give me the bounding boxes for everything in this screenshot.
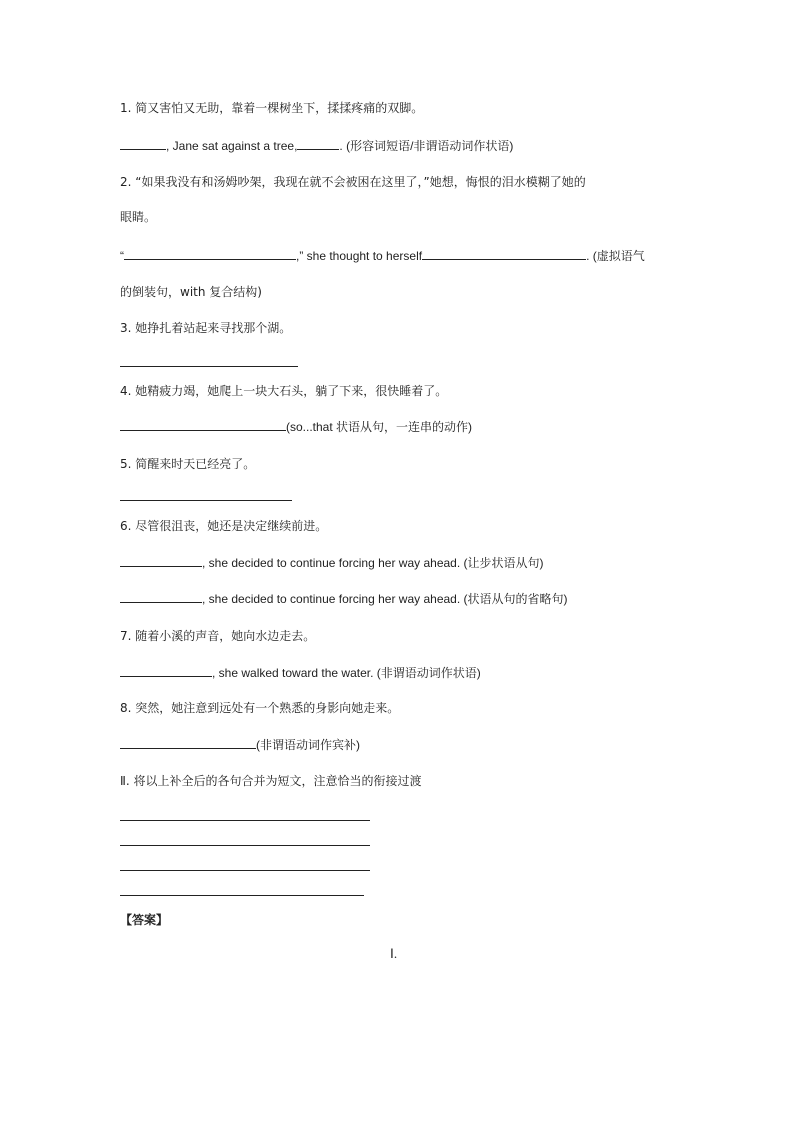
q7-english-line: , she walked toward the water. (非谓语动词作状语) xyxy=(120,665,481,681)
answer-section-1: Ⅰ. xyxy=(390,946,398,961)
q1-blank-2[interactable] xyxy=(297,139,339,150)
essay-line-3[interactable] xyxy=(120,870,370,871)
q2-chinese-b: 眼睛。 xyxy=(120,210,157,224)
q5-chinese: 5. 简醒来时天已经亮了。 xyxy=(120,457,256,471)
q8-english-line: (非谓语动词作宾补) xyxy=(120,737,360,753)
q2-blank-2[interactable] xyxy=(422,249,586,260)
q5-answer-line[interactable] xyxy=(120,500,292,501)
q2-hint-cont: 的倒装句，with 复合结构) xyxy=(120,285,262,299)
q6-blank-a[interactable] xyxy=(120,556,202,567)
q1-blank-1[interactable] xyxy=(120,139,166,150)
q4-chinese: 4. 她精疲力竭，她爬上一块大石头，躺了下来，很快睡着了。 xyxy=(120,384,448,398)
q6-line-b: , she decided to continue forcing her way ahead. (状语从句的省略句) xyxy=(120,591,568,607)
q1-english-line: , Jane sat against a tree, . (形容词短语/非谓语动词作状语) xyxy=(120,138,513,154)
q6-chinese: 6. 尽管很沮丧，她还是决定继续前进。 xyxy=(120,519,328,533)
essay-line-1[interactable] xyxy=(120,820,370,821)
q3-chinese: 3. 她挣扎着站起来寻找那个湖。 xyxy=(120,321,292,335)
q4-blank[interactable] xyxy=(120,420,286,431)
q3-answer-line[interactable] xyxy=(120,366,298,367)
q8-chinese: 8. 突然，她注意到远处有一个熟悉的身影向她走来。 xyxy=(120,701,400,715)
answer-label: 【答案】 xyxy=(120,913,169,927)
q6-line-a: , she decided to continue forcing her way ahead. (让步状语从句) xyxy=(120,555,544,571)
essay-line-2[interactable] xyxy=(120,845,370,846)
q7-chinese: 7. 随着小溪的声音，她向水边走去。 xyxy=(120,629,316,643)
q8-blank[interactable] xyxy=(120,738,256,749)
q6-blank-b[interactable] xyxy=(120,592,202,603)
q4-english-line: (so...that 状语从句，一连串的动作) xyxy=(120,419,472,435)
q1-chinese: 1. 简又害怕又无助，靠着一棵树坐下，揉揉疼痛的双脚。 xyxy=(120,101,424,115)
essay-line-4[interactable] xyxy=(120,895,364,896)
q2-blank-1[interactable] xyxy=(124,249,296,260)
q2-chinese-a: 2. “如果我没有和汤姆吵架，我现在就不会被困在这里了，”她想，悔恨的泪水模糊了她的 xyxy=(120,175,586,189)
q7-blank[interactable] xyxy=(120,666,212,677)
section-2-heading: Ⅱ. 将以上补全后的各句合并为短文，注意恰当的衔接过渡 xyxy=(120,774,422,788)
q2-english-line: “ ,” she thought to herself . (虚拟语气 xyxy=(120,249,645,263)
